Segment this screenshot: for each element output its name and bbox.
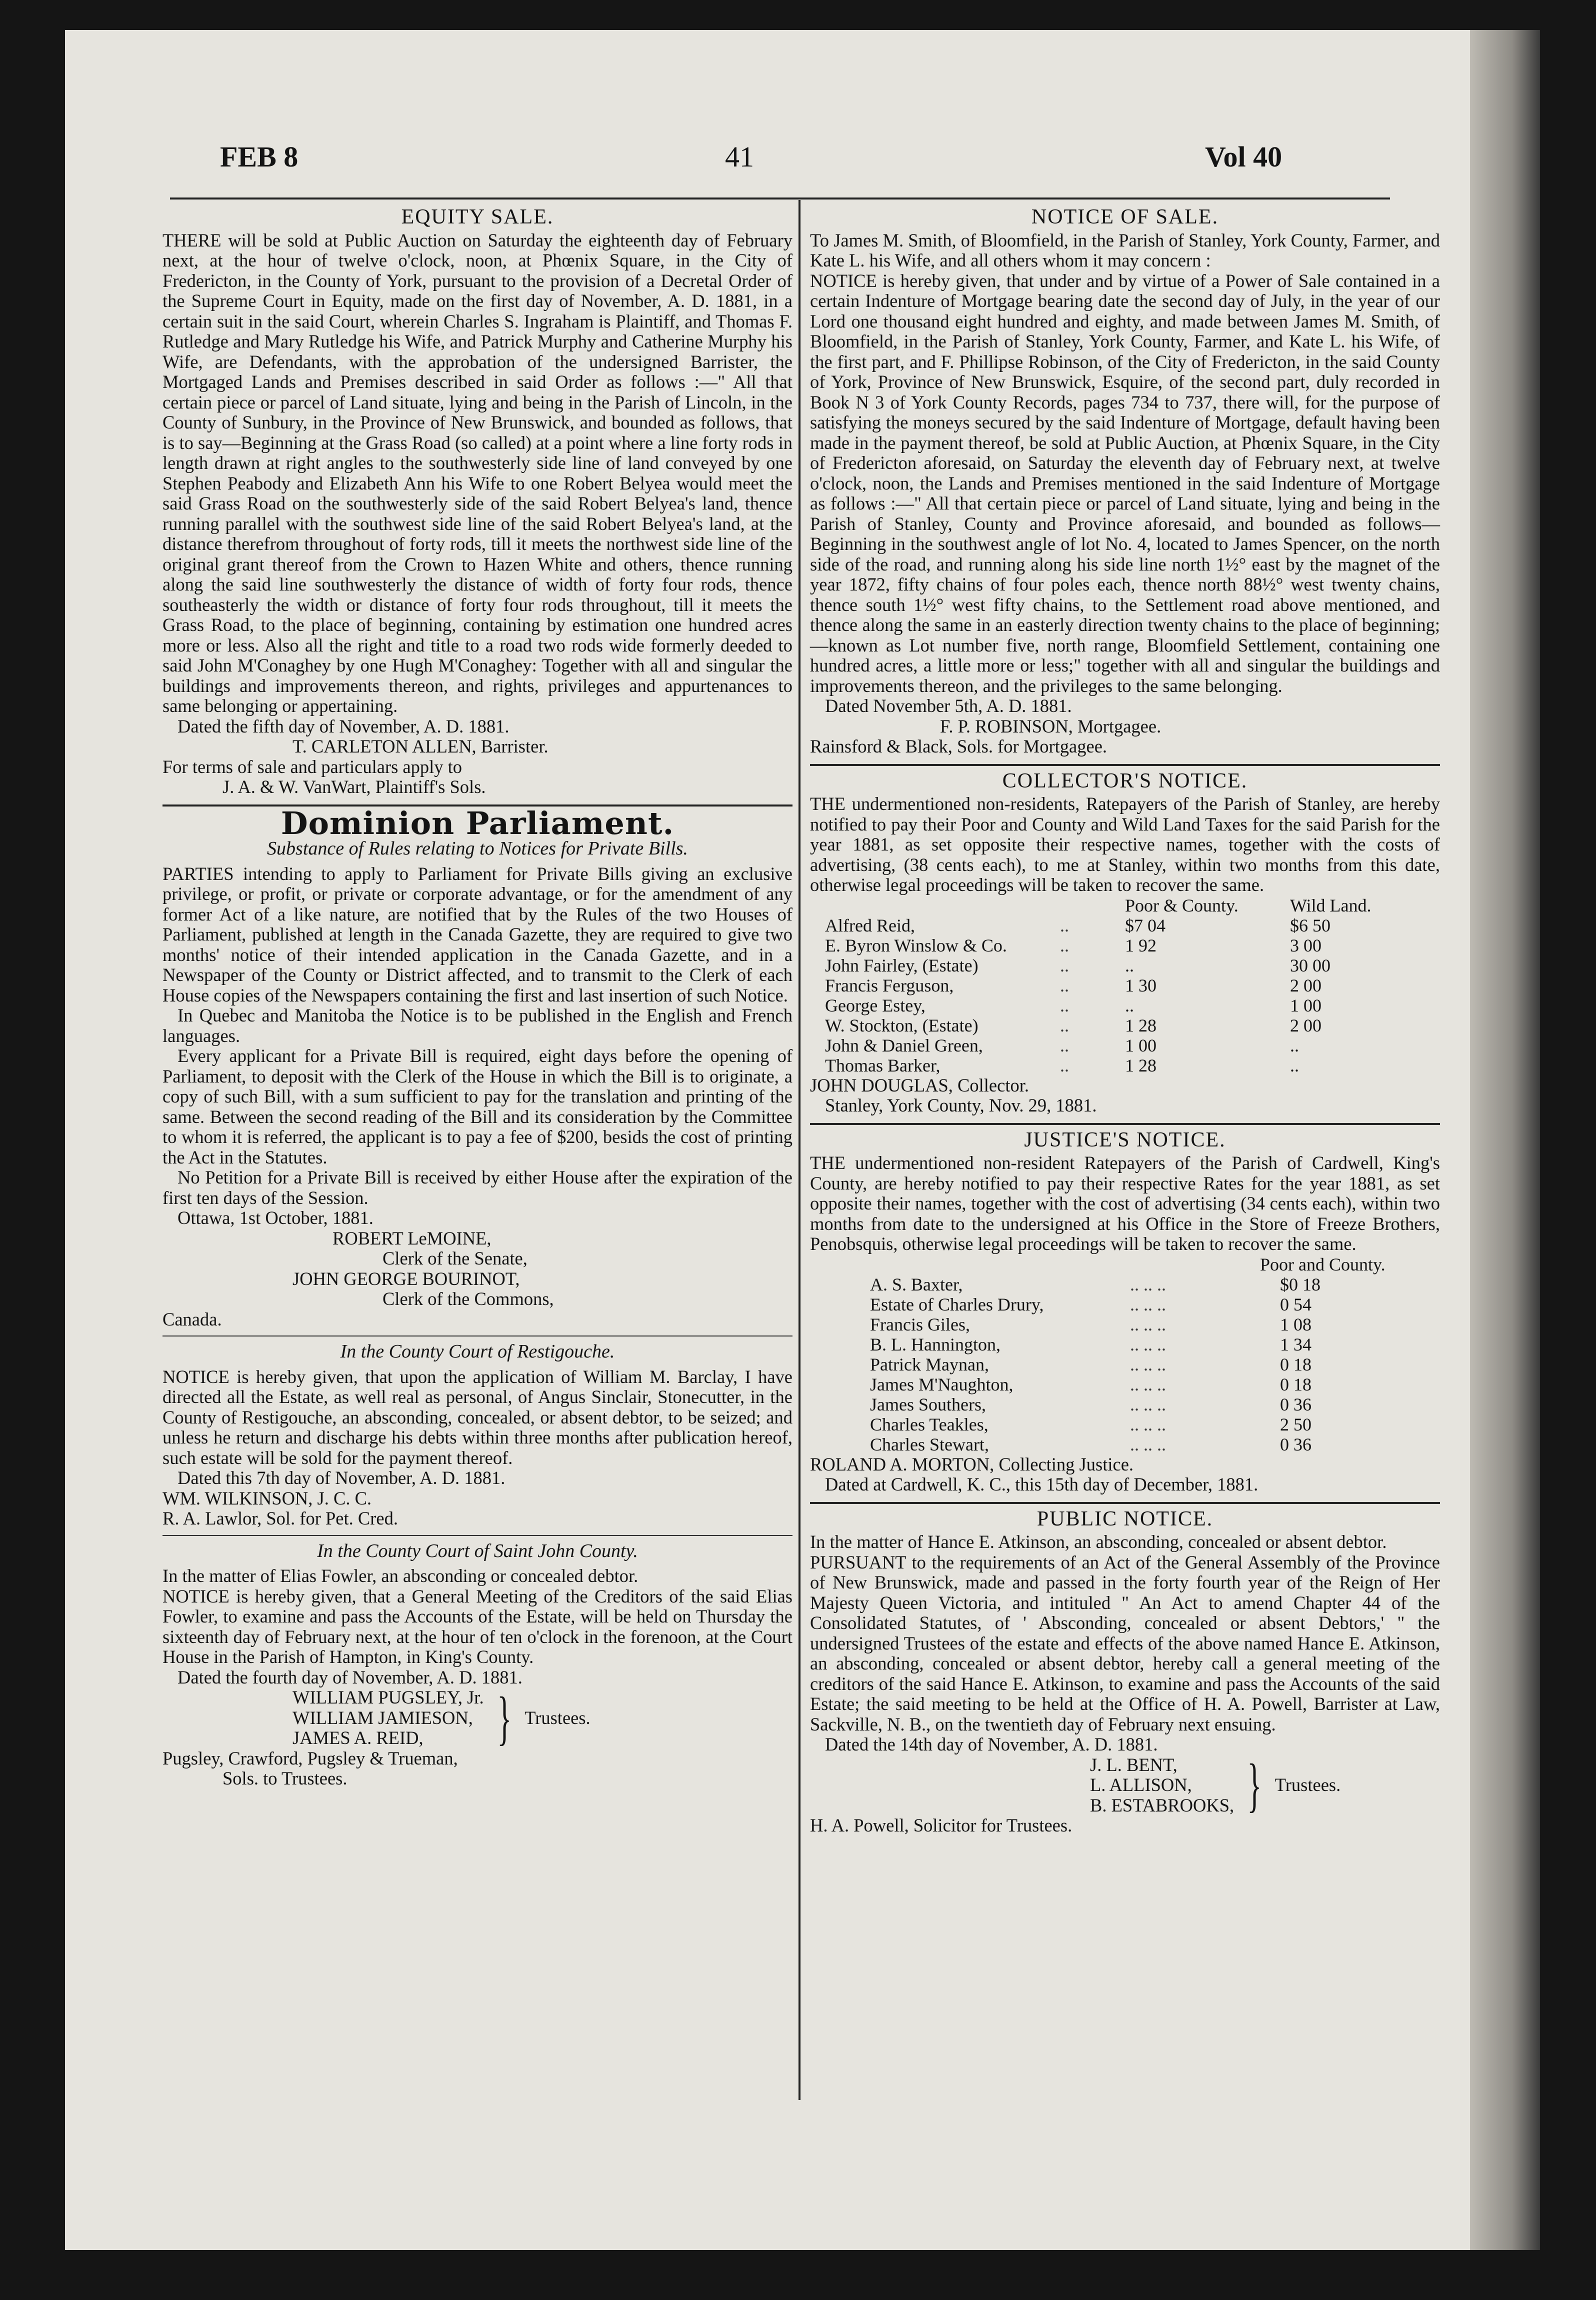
justice-rows	[870, 1274, 1420, 1454]
table-row	[825, 936, 1425, 956]
dominion-paragraph-2: In Quebec and Manitoba the Notice is to be published in the English and French languages.	[162, 1005, 792, 1046]
collector-poor-county-cell: ..	[1125, 955, 1134, 976]
notice-of-sale-sols: Rainsford & Black, Sols. for Mortgagee.	[810, 736, 1108, 756]
collector-poor-county-cell: 1 92	[1125, 935, 1156, 956]
page-binding-edge	[1470, 30, 1540, 2250]
collector-poor-county-cell: 1 30	[1125, 975, 1156, 996]
collector-wild-land-cell: 1 00	[1290, 995, 1322, 1016]
dominion-signer-2-place: Canada.	[162, 1308, 222, 1330]
saint-john-body: NOTICE is hereby given, that a General Meeting of the Creditors of the said Elias Fowler, to examine and pass the Accounts of the Estate, will be held on Thursday the sixteenth day of February next, at the hour of ten o'clock in the forenoon, at the Court House in the Parish of Hampton, in King's County.	[162, 1586, 792, 1667]
collector-name-cell: Francis Ferguson,	[825, 975, 954, 996]
equity-sale-dated: Dated the fifth day of November, A. D. 1881.	[178, 716, 510, 736]
table-row	[870, 1434, 1420, 1454]
justice-table	[870, 1254, 1420, 1274]
justice-name-cell: B. L. Hannington,	[870, 1334, 1000, 1354]
restigouche-title: In the County Court of Restigouche.	[340, 1341, 615, 1362]
restigouche-dated: Dated this 7th day of November, A. D. 1881.	[178, 1468, 506, 1488]
justice-name-cell: Francis Giles,	[870, 1314, 970, 1334]
justice-amount-cell: 0 36	[1280, 1394, 1312, 1414]
header-volume: Vol 40	[1205, 140, 1282, 173]
public-notice-trustees	[810, 1752, 1440, 1818]
table-row	[870, 1314, 1420, 1334]
collector-signer: JOHN DOUGLAS, Collector.	[810, 1074, 1029, 1096]
saint-john-sols: Pugsley, Crawford, Pugsley & Trueman,	[162, 1748, 458, 1768]
saint-john-dated: Dated the fourth day of November, A. D. 1881.	[178, 1666, 522, 1688]
collector-wild-land-cell: 3 00	[1290, 935, 1322, 956]
table-row	[870, 1374, 1420, 1394]
justice-amount-cell: 0 18	[1280, 1374, 1312, 1394]
equity-sale-terms: For terms of sale and particulars apply to	[162, 756, 462, 777]
notice-of-sale	[810, 207, 1440, 757]
dots-cell: .. .. ..	[1130, 1274, 1166, 1294]
public-notice-trustees-label: Trustees.	[1274, 1774, 1341, 1795]
dots-cell: .. .. ..	[1130, 1434, 1166, 1454]
dots-cell: ..	[1060, 915, 1069, 936]
equity-sale-signer: T. CARLETON ALLEN, Barrister.	[292, 736, 548, 756]
header-page-number: 41	[725, 140, 754, 173]
restigouche-sol: R. A. Lawlor, Sol. for Pet. Cred.	[162, 1508, 398, 1528]
dots-cell: ..	[1060, 955, 1069, 976]
justice-name-cell: Charles Stewart,	[870, 1434, 989, 1454]
collector-name-cell: George Estey,	[825, 995, 926, 1016]
equity-sale-body: THERE will be sold at Public Auction on Saturday the eighteenth day of February next, at the hour of twelve o'clock, noon, at Phœnix Square, in the City of Fredericton, in the County of York, pursuant to the provision of a Decretal Order of the Supreme Court in Equity, made on the first day of November, A. D. 1881, in a certain suit in the said Court, wherein Charles S. Ingraham is Plaintiff, and Thomas F. Rutledge and Mary Rutledge his Wife, and Patrick Murphy and Catherine Murphy his Wife, are Defendants, with the approbation of the undersigned Barrister, the Mortgaged Lands and Premises described in said Order as follows :—" All that certain piece or parcel of Land situate, lying and being in the Parish of Lincoln, in the County of Sunbury, in the Province of New Brunswick, and bounded as follows, that is to say—Beginning at the Grass Road (so called) at a point where a line forty rods in length drawn at right angles to the southwesterly side line of land conveyed by one Stephen Peabody and Elizabeth Ann his Wife to one Robert Belyea would meet the said Grass Road on the southwesterly side of the said Robert Belyea's land, thence running parallel with the southwest side line of the said Robert Belyea's land, at the distance therefrom throughout of forty rods, till it meets the northwest side line of the original grant thereof from the Crown to Hazen White and others, thence running along the said line southwesterly the distance of width of forty four rods, thence southeasterly the width or distance of forty four rods throughout, till it meets the Grass Road, to the place of beginning, containing by estimation one hundred acres more or less. Also all the right and title to a road two rods wide formerly deeded to said John M'Conaghey by one Hugh M'Conaghey: Together with all and singular the buildings and improvements thereon, and rights, privileges and appurtenances to same belonging or appertaining.	[162, 230, 792, 716]
justice-amount-cell: 0 18	[1280, 1354, 1312, 1374]
table-row	[870, 1294, 1420, 1314]
dots-cell: .. .. ..	[1130, 1394, 1166, 1414]
justice-col-poor-county: Poor and County.	[1260, 1254, 1386, 1274]
dots-cell: .. .. ..	[1130, 1294, 1166, 1314]
dots-cell: .. .. ..	[1130, 1414, 1166, 1434]
trustee-name: WILLIAM JAMIESON,	[292, 1707, 473, 1728]
equity-sale-notice	[162, 207, 792, 798]
collector-wild-land-cell: ..	[1290, 1055, 1299, 1076]
collector-name-cell: E. Byron Winslow & Co.	[825, 935, 1007, 956]
saint-john-trustees-label: Trustees.	[524, 1707, 590, 1728]
dots-cell: .. .. ..	[1130, 1354, 1166, 1374]
collector-poor-county-cell: ..	[1125, 995, 1134, 1016]
dominion-paragraph-4: No Petition for a Private Bill is received by either House after the expiration of the first ten days of the Session.	[162, 1167, 792, 1208]
table-header-row	[825, 896, 1425, 916]
restigouche-signer: WM. WILKINSON, J. C. C.	[162, 1488, 372, 1508]
saint-john-trustees	[162, 1684, 792, 1751]
section-rule	[810, 1502, 1440, 1504]
left-column	[162, 205, 792, 1789]
collector-wild-land-cell: $6 50	[1290, 915, 1330, 936]
collector-table	[825, 896, 1425, 916]
trustee-name: JAMES A. REID,	[292, 1728, 424, 1748]
notice-of-sale-dated: Dated November 5th, A. D. 1881.	[825, 696, 1072, 716]
justice-amount-cell: 1 34	[1280, 1334, 1312, 1354]
saint-john-matter: In the matter of Elias Fowler, an absconding or concealed debtor.	[162, 1566, 638, 1586]
public-notice-sol: H. A. Powell, Solicitor for Trustees.	[810, 1815, 1072, 1836]
dominion-signer-2: JOHN GEORGE BOURINOT,	[292, 1268, 520, 1289]
public-notice-body: PURSUANT to the requirements of an Act of the General Assembly of the Province of New Brunswick, made and passed in the forty fourth year of the Reign of Her Majesty Queen Victoria, and intituled " An Act to amend Chapter 44 of the Consolidated Statutes, of ' Absconding, concealed or absent Debtors,' " the undersigned Trustees of the estate and effects of the above named Hance E. Atkinson, an absconding, concealed or absent debtor, hereby call a general meeting of the creditors of the said Hance E. Atkinson, to examine and pass the Accounts of the said Estate; the said meeting to be held at the Office of H. A. Powell, Barrister at Law, Sackville, N. B., on the twentieth day of February next ensuing.	[810, 1552, 1440, 1734]
trustee-name: WILLIAM PUGSLEY, Jr.	[292, 1687, 484, 1708]
notice-of-sale-title: NOTICE OF SALE.	[1031, 206, 1219, 228]
justice-name-cell: James Southers,	[870, 1394, 986, 1414]
header-rule	[170, 198, 1390, 200]
trustee-name: B. ESTABROOKS,	[1090, 1794, 1234, 1816]
restigouche-body: NOTICE is hereby given, that upon the application of William M. Barclay, I have directed all the Estate, as well real as personal, of Angus Sinclair, Stonecutter, in the County of Restigouche, an absconding, concealed, or absent debtor, to be seized; and unless he return and discharge his debts within three months after publication hereof, such estate will be sold for the payment thereof.	[162, 1366, 792, 1468]
collector-poor-county-cell: $7 04	[1125, 915, 1166, 936]
table-row	[825, 956, 1425, 976]
section-rule	[162, 1535, 792, 1536]
collector-poor-county-cell: 1 00	[1125, 1035, 1156, 1056]
justice-name-cell: Charles Teakles,	[870, 1414, 988, 1434]
table-row	[825, 1036, 1425, 1056]
notice-of-sale-signer: F. P. ROBINSON, Mortgagee.	[940, 716, 1162, 736]
dominion-paragraph-1: PARTIES intending to apply to Parliament for Private Bills giving an exclusive privilege, or profit, or private or corporate advantage, or for the amendment of any former Act of a like nature, are notified that by the Rules of the two Houses of Parliament, published at length in the Canada Gazette, they are required to give two months' notice of their intended application in the Canada Gazette, and in a Newspaper of the County or District affected, and to transmit to the Clerk of each House copies of the Newspapers containing the first and last insertion of such Notice.	[162, 863, 792, 1006]
dominion-subtitle: Substance of Rules relating to Notices for Private Bills.	[267, 838, 688, 859]
notice-of-sale-body: NOTICE is hereby given, that under and by virtue of a Power of Sale contained in a certain Indenture of Mortgage bearing date the second day of July, in the year of our Lord one thousand eight hundred and eighty, and made between James M. Smith, of Bloomfield, in the Parish of Stanley, York County, Farmer, and Kate L. his Wife, of the first part, and F. Phillipse Robinson, of the City of Fredericton, in the said County of York, Province of New Brunswick, Esquire, of the second part, duly recorded in Book N 3 of York County Records, pages 734 to 737, there will, for the purpose of satisfying the moneys secured by the said Indenture of Mortgage, default having been made in the payment thereof, be sold at Public Auction, at Phœnix Square, in the City of Fredericton aforesaid, on Saturday the eleventh day of February next, at twelve o'clock, noon, the Lands and Premises mentioned in the said Indenture of Mortgage as follows :—" All that certain piece or parcel of Land situate, lying and being in the Parish of Stanley, County and Province aforesaid, and bounded as follows—Beginning in the southwest angle of lot No. 4, located to James Spencer, on the north side of the road, and running along his side line north 1½° east by the magnet of the year 1872, fifty chains of four poles each, thence north 88½° west twenty chains, thence south 1½° west fifty chains, to the Settlement road above mentioned, and thence along the same in an easterly direction twenty chains to the place of beginning;—known as Lot number five, north range, Bloomfield Settlement, containing one hundred acres, a little more or less;" together with all and singular the buildings and improvements thereon, and the privileges to the same belonging.	[810, 270, 1440, 696]
justice-dated: Dated at Cardwell, K. C., this 15th day of December, 1881.	[825, 1474, 1258, 1494]
table-row	[825, 996, 1425, 1016]
equity-sale-terms-to: J. A. & W. VanWart, Plaintiff's Sols.	[222, 776, 486, 797]
page-header	[0, 140, 1596, 195]
justice-amount-cell: 2 50	[1280, 1414, 1312, 1434]
public-notice-dated: Dated the 14th day of November, A. D. 1881.	[825, 1734, 1158, 1754]
collector-col-poor-county: Poor & County.	[1125, 895, 1238, 916]
justice-name-cell: Estate of Charles Drury,	[870, 1294, 1044, 1314]
trustee-name: L. ALLISON,	[1090, 1774, 1192, 1795]
collector-name-cell: Alfred Reid,	[825, 915, 915, 936]
dominion-signer-1-title: Clerk of the Senate,	[382, 1248, 528, 1268]
collector-poor-county-cell: 1 28	[1125, 1055, 1156, 1076]
saint-john-notice	[162, 1541, 792, 1789]
justice-name-cell: A. S. Baxter,	[870, 1274, 963, 1294]
section-rule	[810, 764, 1440, 766]
collector-body: THE undermentioned non-residents, Ratepayers of the Parish of Stanley, are hereby notified to pay their Poor and County and Wild Land Taxes for the said Parish for the year 1881, as set opposite their respective names, together with the costs of advertising, (38 cents each), to me at Stanley, within two months from this date, otherwise legal proceedings will be taken to recover the same.	[810, 794, 1440, 895]
justice-name-cell: Patrick Maynan,	[870, 1354, 989, 1374]
collectors-notice	[810, 771, 1440, 1116]
justice-amount-cell: 0 36	[1280, 1434, 1312, 1454]
brace-glyph: }	[1247, 1752, 1262, 1818]
justices-notice	[810, 1130, 1440, 1495]
dominion-signer-1: ROBERT LeMOINE,	[332, 1228, 492, 1248]
trustee-name: J. L. BENT,	[1090, 1754, 1178, 1775]
saint-john-title: In the County Court of Saint John County.	[317, 1540, 638, 1562]
dominion-dated: Ottawa, 1st October, 1881.	[178, 1208, 374, 1228]
dots-cell: ..	[1060, 995, 1069, 1016]
collector-name-cell: Thomas Barker,	[825, 1055, 940, 1076]
collector-col-wild-land: Wild Land.	[1290, 895, 1372, 916]
header-date: FEB 8	[220, 140, 298, 173]
brace-glyph: }	[496, 1684, 512, 1751]
table-header-row	[870, 1254, 1420, 1274]
collector-rows	[825, 916, 1425, 1076]
collector-name-cell: John Fairley, (Estate)	[825, 955, 978, 976]
justice-amount-cell: 1 08	[1280, 1314, 1312, 1334]
table-row	[825, 1056, 1425, 1076]
public-notice-trustee-list	[1090, 1755, 1234, 1816]
notice-of-sale-to: To James M. Smith, of Bloomfield, in the Parish of Stanley, York County, Farmer, and Kate L. his Wife, and all others whom it may concern :	[810, 230, 1440, 270]
justice-name-cell: James M'Naughton,	[870, 1374, 1014, 1394]
dots-cell: ..	[1060, 1055, 1069, 1076]
table-row	[870, 1354, 1420, 1374]
justice-amount-cell: 0 54	[1280, 1294, 1312, 1314]
dots-cell: ..	[1060, 935, 1069, 956]
dots-cell: .. .. ..	[1130, 1314, 1166, 1334]
equity-sale-title: EQUITY SALE.	[401, 206, 554, 228]
table-row	[870, 1414, 1420, 1434]
table-row	[870, 1334, 1420, 1354]
column-rule	[798, 200, 800, 2100]
dominion-title: Dominion Parliament.	[280, 804, 674, 842]
public-notice-title: PUBLIC NOTICE.	[1036, 1507, 1214, 1530]
table-row	[870, 1274, 1420, 1294]
dominion-signer-2-title: Clerk of the Commons,	[382, 1288, 554, 1309]
justice-amount-cell: $0 18	[1280, 1274, 1320, 1294]
collector-wild-land-cell: 30 00	[1290, 955, 1330, 976]
collector-wild-land-cell: 2 00	[1290, 975, 1322, 996]
public-notice	[810, 1509, 1440, 1836]
table-row	[825, 1016, 1425, 1036]
justice-signer: ROLAND A. MORTON, Collecting Justice.	[810, 1454, 1134, 1474]
collector-poor-county-cell: 1 28	[1125, 1015, 1156, 1036]
collector-name-cell: John & Daniel Green,	[825, 1035, 983, 1056]
justice-title: JUSTICE'S NOTICE.	[1024, 1128, 1226, 1152]
dots-cell: ..	[1060, 1015, 1069, 1036]
collector-wild-land-cell: ..	[1290, 1035, 1299, 1056]
restigouche-notice	[162, 1342, 792, 1529]
dominion-paragraph-3: Every applicant for a Private Bill is required, eight days before the opening of Parliament, to deposit with the Clerk of the House in which the Bill is to originate, a copy of such Bill, with a sum sufficient to pay for the translation and printing of the same. Between the second reading of the Bill and its consideration by the Committee to whom it is referred, the applicant is to pay a fee of $200, besids the cost of printing the Act in the Statutes.	[162, 1046, 792, 1168]
table-row	[825, 916, 1425, 936]
dots-cell: .. .. ..	[1130, 1374, 1166, 1394]
public-notice-matter: In the matter of Hance E. Atkinson, an absconding, concealed or absent debtor.	[810, 1532, 1387, 1552]
saint-john-sols-2: Sols. to Trustees.	[222, 1768, 348, 1788]
collector-name-cell: W. Stockton, (Estate)	[825, 1015, 978, 1036]
dots-cell: ..	[1060, 975, 1069, 996]
dots-cell: .. .. ..	[1130, 1334, 1166, 1354]
collector-place: Stanley, York County, Nov. 29, 1881.	[825, 1095, 1097, 1116]
section-rule	[810, 1123, 1440, 1125]
table-row	[825, 976, 1425, 996]
collector-title: COLLECTOR'S NOTICE.	[1002, 769, 1248, 792]
right-column	[810, 205, 1440, 1836]
dots-cell: ..	[1060, 1035, 1069, 1056]
justice-body: THE undermentioned non-resident Ratepayers of the Parish of Cardwell, King's County, are hereby notified to pay their respective Rates for the year 1881, as set opposite their names, together with the cost of advertising (34 cents each), within two months from date to the undersigned at his Office in the Store of Freeze Brothers, Penobsquis, otherwise legal proceedings will be taken to recover the same.	[810, 1152, 1440, 1254]
dominion-parliament-notice	[162, 804, 792, 1330]
saint-john-trustee-list	[292, 1688, 484, 1748]
table-row	[870, 1394, 1420, 1414]
collector-wild-land-cell: 2 00	[1290, 1015, 1322, 1036]
